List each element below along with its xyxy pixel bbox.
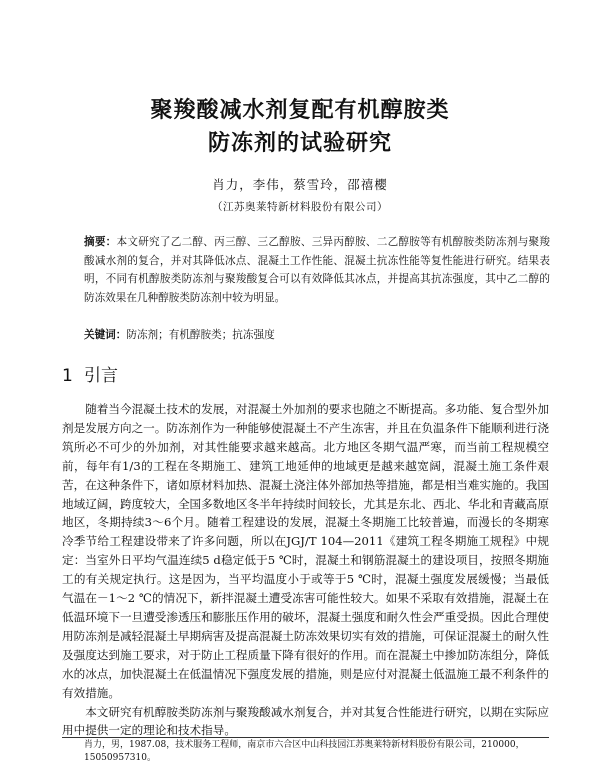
keywords-text: 防冻剂；有机醇胺类；抗冻强度	[126, 329, 275, 341]
section-number: 1	[62, 366, 73, 386]
section-heading	[62, 361, 118, 386]
author-list: 肖力，李伟，蔡雪玲，邵禧櫻	[212, 177, 388, 192]
abstract	[84, 233, 550, 307]
footnote-divider	[62, 737, 549, 738]
paper-title-line-1: 聚羧酸减水剂复配有机醇胺类	[150, 98, 450, 123]
abstract-label: 摘要：	[84, 236, 117, 248]
body-paragraph-2: 本文研究有机醇胺类防冻剂与聚羧酸减水剂复合，并对其复合性能进行研究，以期在实际应用中提供一定的理论和技术指导。	[62, 704, 549, 738]
body-text	[62, 400, 549, 740]
author-footnote: 肖力，男，1987.08，技术服务工程师，南京市六合区中山科技园江苏奥莱特新材料股份有限公司，210000，15050957310。	[84, 740, 525, 763]
author-affiliation: （江苏奥莱特新材料股份有限公司）	[212, 201, 388, 213]
abstract-text: 本文研究了乙二醇、丙三醇、三乙醇胺、三异丙醇胺、二乙醇胺等有机醇胺类防冻剂与聚羧酸减水剂的复合，并对其降低冰点、混凝土工作性能、混凝土抗冻性能等复性能进行研究。结果表明，不同有机醇胺类防冻剂与聚羧酸复合可以有效降低其冰点，并提高其抗冻强度，其中乙二醇的防冻效果在几种醇胺类防冻剂中较为明显。	[84, 236, 550, 304]
keywords-label: 关键词：	[84, 329, 127, 341]
section-title: 引言	[84, 366, 118, 386]
keywords	[84, 327, 550, 343]
paper-title-line-2: 防冻剂的试验研究	[207, 131, 392, 156]
body-paragraph-1: 随着当今混凝土技术的发展，对混凝土外加剂的要求也随之不断提高。多功能、复合型外加剂是发展方向之一。防冻剂作为一种能够使混凝土不产生冻害，并且在负温条件下能顺利进行浇筑所必不可少的外加剂，对其性能要求越来越高。北方地区冬期气温严寒，而当前工程规模空前，每年有1/3的工程在冬期施工、建筑工地延伸的地域更是越来越宽阔，混凝土施工条件艰苦，在这种条件下，诸如原材料加热、混凝土浇注体外部加热等措施，都是相当难实施的。我国地域辽阔，跨度较大，全国多数地区冬半年持续时间较长，尤其是东北、西北、华北和青藏高原地区，冬期持续3～6个月。随着工程建设的发展，混凝土冬期施工比较普遍，而漫长的冬期寒冷季节给工程建设带来了许多问题，所以在JGJ/T 104—2011《建筑工程冬期施工规程》中规定：当室外日平均气温连续5 d稳定低于5 ℃时，混凝土和钢筋混凝土的建设项目，按照冬期施工的有关规定执行。这是因为，当平均温度小于或等于5 ℃时，混凝土强度发展缓慢；当最低气温在－1～2 ℃的情况下，新拌混凝土遭受冻害可能性较大。如果不采取有效措施，混凝土在低温环境下一旦遭受渗透压和膨胀压作用的破坏，混凝土强度和耐久性会严重受损。因此合理使用防冻剂是减轻混凝土早期病害及提高混凝土防冻效果切实有效的措施，可保证混凝土的耐久性及强度达到施工要求，对于防止工程质量下降有很好的作用。而在混凝土中掺加防冻组分，降低水的冰点，加快混凝土在低温情况下强度发展的措施，则是应付对混凝土低温施工最不利条件的有效措施。	[62, 402, 549, 700]
